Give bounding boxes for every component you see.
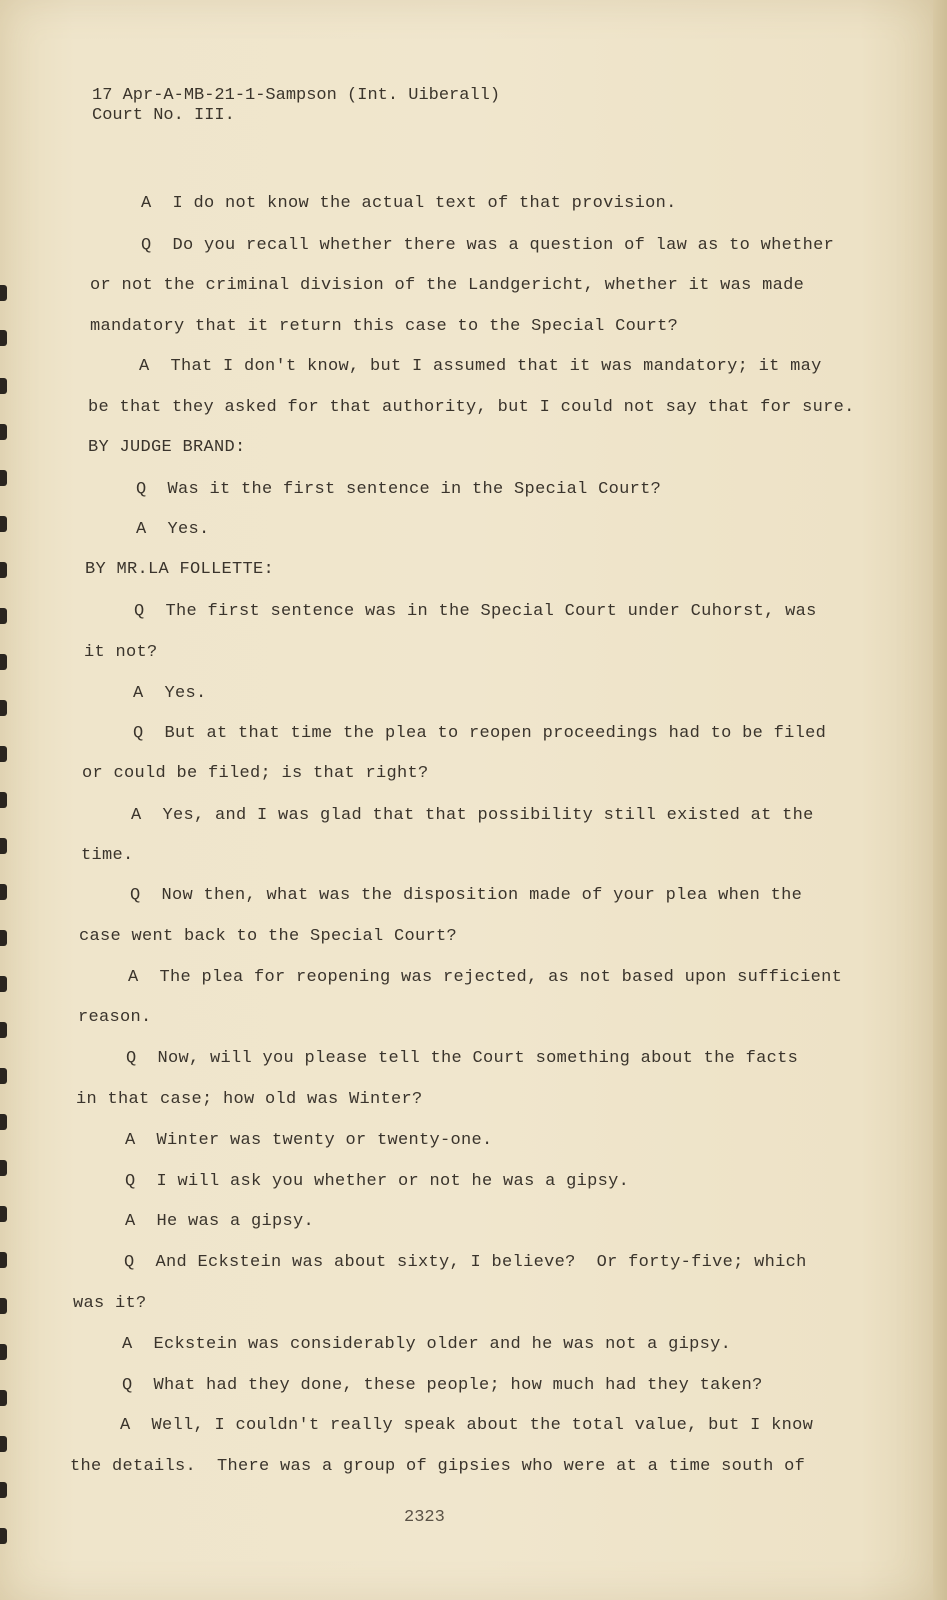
transcript-line: be that they asked for that authority, but I could not say that for sure. [88,398,855,417]
speaker-heading: BY JUDGE BRAND: [88,438,246,457]
transcript-line: Q And Eckstein was about sixty, I believe? Or forty-five; which [124,1253,807,1272]
transcript-line: A Yes. [133,684,207,703]
transcript-line: Q The first sentence was in the Special Court under Cuhorst, was [134,602,817,621]
speaker-heading: BY MR.LA FOLLETTE: [85,560,275,579]
transcript-line: in that case; how old was Winter? [76,1090,423,1109]
transcript-line: was it? [73,1294,147,1313]
page-edge [933,0,947,1600]
transcript-line: Q Was it the first sentence in the Special Court? [136,480,662,499]
header-court-line: Court No. III. [92,106,235,125]
transcript-line: Q What had they done, these people; how much had they taken? [122,1376,763,1395]
transcript-line: the details. There was a group of gipsies who were at a time south of [70,1457,806,1476]
transcript-line: A Yes. [136,520,210,539]
transcript-line: Q Now then, what was the disposition made of your plea when the [130,886,803,905]
header-case-line: 17 Apr-A-MB-21-1-Sampson (Int. Uiberall) [92,86,501,105]
document-header [92,86,500,126]
transcript-line: A Eckstein was considerably older and he was not a gipsy. [122,1335,732,1354]
transcript-line: Q Do you recall whether there was a question of law as to whether [141,236,835,255]
transcript-line: A Yes, and I was glad that that possibility still existed at the [131,806,814,825]
transcript-line: A Winter was twenty or twenty-one. [125,1131,493,1150]
transcript-line: Q Now, will you please tell the Court something about the facts [126,1049,799,1068]
transcript-line: reason. [78,1008,152,1027]
transcript-line: it not? [84,643,158,662]
page-number: 2323 [404,1508,445,1527]
transcript-line: A That I don't know, but I assumed that it was mandatory; it may [139,357,822,376]
transcript-line: case went back to the Special Court? [79,927,458,946]
transcript-line: A The plea for reopening was rejected, as not based upon sufficient [128,968,843,987]
binding-holes [0,0,10,1600]
transcript-line: Q I will ask you whether or not he was a gipsy. [125,1172,630,1191]
transcript-line: mandatory that it return this case to the Special Court? [90,317,679,336]
transcript-line: or not the criminal division of the Landgericht, whether it was made [90,276,805,295]
transcript-line: A He was a gipsy. [125,1212,315,1231]
transcript-line: time. [81,846,134,865]
transcript-line: A Well, I couldn't really speak about the total value, but I know [120,1416,814,1435]
transcript-line: Q But at that time the plea to reopen proceedings had to be filed [133,724,827,743]
transcript-line: A I do not know the actual text of that provision. [141,194,677,213]
transcript-line: or could be filed; is that right? [82,764,429,783]
